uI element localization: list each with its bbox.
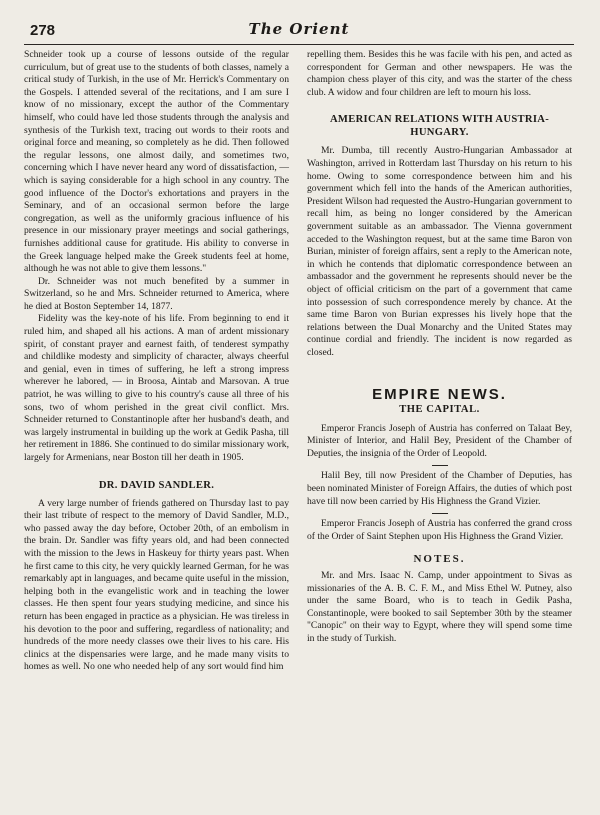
left-column <box>24 49 289 674</box>
schneider-paragraph-fidelity: Fidelity was the key-note of his life. From beginning to end it ruled him, and shaped all his actions. A man of ardent missionary spirit, of constant prayer and earnest faith, of tenderest sympathy and childlike modesty and simplicity of character, always cheerful and genial, even in times of suffering, he left a strong impress wherever he labored, — in Broosa, Aintab and Marsovan. A true patriot, he was willing to give to his country's cause all three of his sons, two of whom perished in the great civil conflict. Mrs. Schneider returned to Constantinople after her husband's death, and was largely instrumental in building up the work at Gedik Pasha, till her retirement in 1886. She continued to do similar missionary work, largely for Armenians, near Boston till her death in 1905. <box>24 313 289 463</box>
separator-dash <box>432 465 448 466</box>
capital-item-saint-stephen: Emperor Francis Joseph of Austria has conferred the grand cross of the Order of Saint Stephen upon His Highness the Grand Vizier. <box>307 518 572 542</box>
sandler-heading: DR. DAVID SANDLER. <box>98 479 215 491</box>
austria-relations-paragraph: Mr. Dumba, till recently Austro-Hungarian Ambassador at Washington, arrived in Rotterdam last Thursday on his return to his home. Owing to some correspondence between him and his government which fell into the hands of the American authorities, President Wilson had requested the Austro-Hungarian government to recall him, as being no longer considered by the American government suitable as an ambassador. The Vienna government acceded to the Washington request, but at the same time Baron von Burian, minister of foreign affairs, sent a reply to the American note, in which he contends that diplomatic correspondence between an ambassador and the government he represents should never be the object of official criticism on the part of a government that came into possession of such correspondence merely by chance. At the same time Baron von Burian expresses his lively hope that the relations between the Dual Monarchy and the United States may continue cordial and friendly. The incident is now regarded as closed. <box>307 145 572 358</box>
capital-heading: THE CAPITAL. <box>399 404 480 416</box>
empire-news-heading: EMPIRE NEWS. <box>372 386 507 404</box>
austria-relations-heading <box>307 113 572 139</box>
article-columns <box>24 49 574 674</box>
sandler-paragraph: A very large number of friends gathered on Thursday last to pay their last tribute of respect to the memory of David Sandler, M.D., who passed away the day before, October 20th, of an embolism in the brain. Dr. Sandler was fifty years old, and had been connected with the mission to the Jews in Haskeuy for thirty years past. When he first came to this city, he very quickly learned German, for he was remarkably apt in languages, and became quite useful in the mission, helping both in the evangelistic work and in teaching the lower classes. He then spent four years studying medicine, and since his return has been engaged in practice as a physician. He was tireless in his devotion to the poor and suffering, regardless of nationality; and hundreds of the more needy classes owe their lives to his care. His clinics at the dispensaries were large, and he made many visits to homes as well. No one who needed help of any sort would find him <box>24 497 289 673</box>
capital-item-halil-bey: Halil Bey, till now President of the Chamber of Deputies, has been nominated Minister of Foreign Affairs, the duties of which post have till now been carried by His Highness the Grand Vizier. <box>307 470 572 507</box>
journal-title: The Orient <box>248 20 350 38</box>
page-header <box>24 18 574 45</box>
sandler-paragraph-continued: repelling them. Besides this he was facile with his pen, and acted as correspondent for German and other newspapers. He was the champion chess player of this city, and was the starter of the chess club. A widow and four children are left to mourn his loss. <box>307 49 572 98</box>
austria-heading-line2: HUNGARY. <box>410 127 469 139</box>
austria-heading-line1: AMERICAN RELATIONS WITH AUSTRIA- <box>329 114 550 126</box>
schneider-paragraph-switzerland: Dr. Schneider was not much benefited by a summer in Switzerland, so he and Mrs. Schneider returned to America, where he died at Boston September 14, 1877. <box>24 275 289 312</box>
schneider-paragraph-continued: Schneider took up a course of lessons outside of the regular curriculum, but of great use to the students of both classes, namely a critical study of Turkish, in the use of Mr. Herrick's Commentary on the Gospels. I attended several of the recitations, and I am sure I know of no missionary, except the author of the Commentary himself, who could have led those students through the analysis and synthesis of the Turkish text, tracing out words to their roots and original force and meaning, so completely as he did. Then followed the regular lessons, one almost daily, and sometimes two, concerning which I have never heard any word of dissatisfaction, — which is saying considerable for a high school in any country. The good influence of the Doctor's exhortations and prayers in the Seminary, and of an occasional sermon before the large congregation, as well as the uniformly gracious influence of his presence in our missionary prayer meetings and social gatherings, furnishes additional cause for gratitude. His ability to converse in the Greek language helped make the Greek students feel at home, although he was not able to give them lessons." <box>24 49 289 275</box>
right-column <box>307 49 572 674</box>
notes-paragraph: Mr. and Mrs. Isaac N. Camp, under appointment to Sivas as missionaries of the A. B. C. F. M., and Miss Ethel W. Putney, also under the same Board, who is to teach in Gedik Pasha, Constantinople, were booked to sail September 30th by the steamer "Canopic" on their way to Egypt, where they will spend some time in the study of Turkish. <box>307 570 572 644</box>
separator-dash <box>432 513 448 514</box>
notes-heading: NOTES. <box>413 553 466 566</box>
page-number: 278 <box>30 22 56 39</box>
capital-item-leopold: Emperor Francis Joseph of Austria has conferred on Talaat Bey, Minister of Interior, and Halil Bey, President of the Chamber of Deputies, the insignia of the Order of Leopold. <box>307 422 572 459</box>
